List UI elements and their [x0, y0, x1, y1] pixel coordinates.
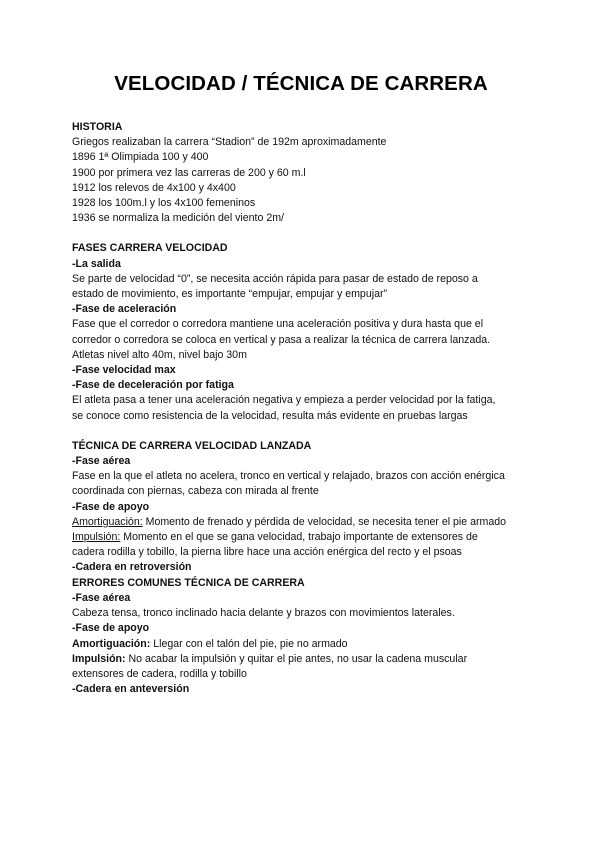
tecnica-aerea-line: coordinada con piernas, cabeza con mirada al frente — [72, 485, 319, 498]
errores-cadera-label: -Cadera en anteversión — [72, 683, 190, 696]
errores-amortiguacion-term: Amortiguación: — [72, 637, 151, 650]
historia-line: Griegos realizaban la carrera “Stadion” de 192m aproximadamente — [72, 136, 387, 149]
errores-impulsion-text: No acabar la impulsión y quitar el pie antes, no usar la cadena muscular — [125, 652, 468, 665]
tecnica-apoyo-label: -Fase de apoyo — [72, 500, 150, 513]
errores-aerea-line: Cabeza tensa, tronco inclinado hacia delante y brazos con movimientos laterales. — [72, 607, 455, 620]
errores-amortiguacion — [72, 637, 530, 652]
velocidad-max-label: -Fase velocidad max — [72, 364, 176, 377]
historia-line: 1928 los 100m.l y los 4x100 femeninos — [72, 197, 256, 210]
errores-impulsion-continued: extensores de cadera, rodilla y tobillo — [72, 667, 247, 680]
amortiguacion-term: Amortiguación: — [72, 515, 143, 528]
errores-apoyo-label: -Fase de apoyo — [72, 622, 150, 635]
errores-impulsion-term: Impulsión: — [72, 652, 126, 665]
historia-line: 1896 1ª Olimpiada 100 y 400 — [72, 151, 209, 164]
aceleracion-label: -Fase de aceleración — [72, 303, 177, 316]
errores-impulsion — [72, 652, 530, 667]
impulsion-text: Momento en el que se gana velocidad, trabajo importante de extensores de — [120, 531, 478, 544]
fatiga-line: se conoce como resistencia de la velocidad, resulta más evidente en pruebas largas — [72, 409, 468, 422]
aceleracion-line: corredor o corredora se coloca en vertical y pasa a realizar la técnica de carrera lanzada. — [72, 333, 491, 346]
fatiga-label: -Fase de deceleración por fatiga — [72, 379, 234, 392]
historia-heading: HISTORIA — [72, 121, 123, 133]
impulsion-term: Impulsión: — [72, 531, 121, 544]
errores-aerea-label: -Fase aérea — [72, 591, 131, 604]
fases-section — [72, 241, 530, 423]
errores-heading: ERRORES COMUNES TÉCNICA DE CARRERA — [72, 576, 305, 589]
amortiguacion-text: Momento de frenado y pérdida de velocidad, se necesita tener el pie armado — [142, 515, 507, 528]
fatiga-line: El atleta pasa a tener una aceleración negativa y empieza a perder velocidad por la fatiga, — [72, 394, 496, 407]
tecnica-impulsion-continued: cadera rodilla y tobillo, la pierna libre hace una acción enérgica del recto y el psoas — [72, 546, 462, 559]
aceleracion-line: Atletas nivel alto 40m, nivel bajo 30m — [72, 348, 247, 361]
historia-line: 1912 los relevos de 4x100 y 4x400 — [72, 181, 236, 194]
tecnica-aerea-label: -Fase aérea — [72, 455, 131, 468]
fases-heading: FASES CARRERA VELOCIDAD — [72, 242, 228, 255]
page-title: VELOCIDAD / TÉCNICA DE CARRERA — [114, 72, 488, 95]
salida-line: estado de movimiento, es importante “empujar, empujar y empujar” — [72, 288, 388, 301]
historia-line: 1936 se normaliza la medición del viento 2m/ — [72, 212, 284, 225]
historia-line: 1900 por primera vez las carreras de 200 y 60 m.l — [72, 166, 306, 179]
tecnica-cadera-label: -Cadera en retroversión — [72, 561, 192, 574]
aceleracion-line: Fase que el corredor o corredora mantiene una aceleración positiva y dura hasta que el — [72, 318, 484, 331]
salida-line: Se parte de velocidad “0”, se necesita acción rápida para pasar de estado de reposo a — [72, 272, 478, 285]
tecnica-section — [72, 439, 530, 576]
errores-section — [72, 576, 530, 698]
errores-amortiguacion-text: Llegar con el talón del pie, pie no armado — [150, 637, 348, 650]
tecnica-amortiguacion — [72, 515, 530, 530]
salida-label: -La salida — [72, 257, 121, 270]
tecnica-heading: TÉCNICA DE CARRERA VELOCIDAD LANZADA — [72, 439, 312, 452]
tecnica-aerea-line: Fase en la que el atleta no acelera, tronco en vertical y relajado, brazos con acción enérgica — [72, 470, 505, 483]
tecnica-impulsion — [72, 530, 530, 545]
historia-section — [72, 120, 530, 226]
